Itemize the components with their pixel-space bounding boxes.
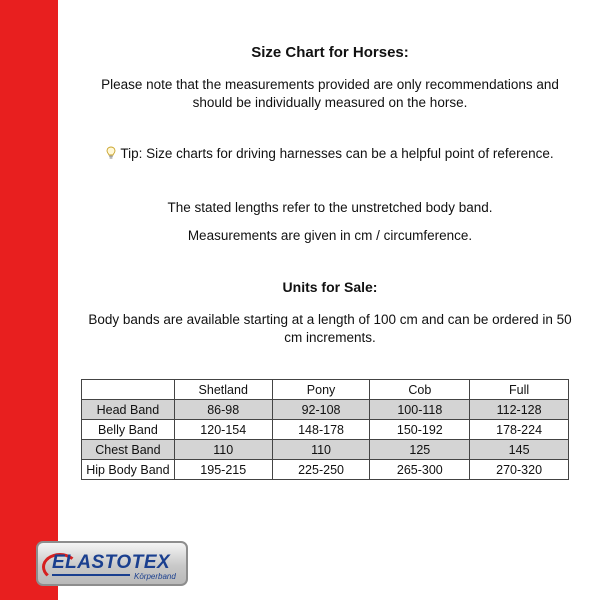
header-cell: Full [470, 380, 569, 400]
table-cell: 150-192 [370, 420, 470, 440]
table-cell: 125 [370, 440, 470, 460]
table-cell: 120-154 [174, 420, 272, 440]
logo-brand-text: ELASTOTEX [52, 552, 171, 573]
table-row [82, 400, 569, 420]
table-row [82, 460, 569, 480]
row-label: Hip Body Band [82, 460, 175, 480]
lightbulb-icon [106, 146, 116, 163]
units-note: Measurements are given in cm / circumference. [187, 228, 473, 243]
table-cell: 92-108 [272, 400, 370, 420]
table-row [82, 420, 569, 440]
logo-underline [52, 574, 130, 576]
unstretched-note: The stated lengths refer to the unstretched body band. [167, 200, 493, 215]
row-label: Chest Band [82, 440, 175, 460]
header-cell [82, 380, 175, 400]
row-label: Head Band [82, 400, 175, 420]
table-row [82, 440, 569, 460]
table-cell: 225-250 [272, 460, 370, 480]
table-cell: 265-300 [370, 460, 470, 480]
header-cell: Pony [272, 380, 370, 400]
units-for-sale-text: Body bands are available starting at a length of 100 cm and can be ordered in 50 cm increments. [88, 312, 572, 345]
table-cell: 270-320 [470, 460, 569, 480]
table-cell: 148-178 [272, 420, 370, 440]
table-header-row [82, 380, 569, 400]
logo-sub-text: Körperband [134, 572, 176, 581]
table-cell: 178-224 [470, 420, 569, 440]
row-label: Belly Band [82, 420, 175, 440]
page-title: Size Chart for Horses: [251, 44, 409, 61]
measurement-note: Please note that the measurements provided are only recommendations and should be individually measured on the horse. [101, 77, 559, 110]
size-table [81, 379, 569, 480]
table-cell: 145 [470, 440, 569, 460]
header-cell: Shetland [174, 380, 272, 400]
elastotex-logo [36, 541, 188, 586]
header-cell: Cob [370, 380, 470, 400]
table-cell: 100-118 [370, 400, 470, 420]
tip-text: Tip: Size charts for driving harnesses can be a helpful point of reference. [120, 146, 554, 161]
table-cell: 110 [174, 440, 272, 460]
tip-line [80, 146, 580, 163]
red-side-stripe [0, 0, 58, 600]
table-cell: 112-128 [470, 400, 569, 420]
table-cell: 195-215 [174, 460, 272, 480]
table-cell: 110 [272, 440, 370, 460]
units-for-sale-heading: Units for Sale: [282, 279, 378, 295]
table-cell: 86-98 [174, 400, 272, 420]
